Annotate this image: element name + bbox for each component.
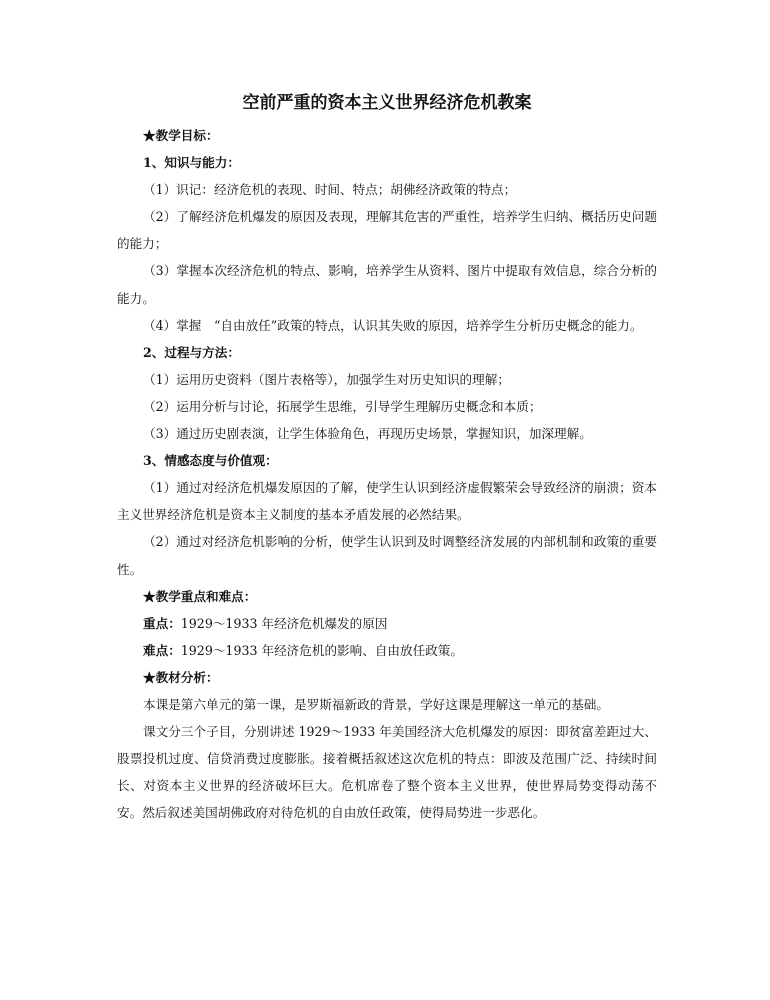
process-item-2: （2）运用分析与讨论，拓展学生思维，引导学生理解历史概念和本质； xyxy=(143,398,542,414)
difficulty-text: 1929～1933 年经济危机的影响、自由放任政策。 xyxy=(180,642,463,658)
analysis-paragraph-2: 课文分三个子目，分别讲述 1929～1933 年美国经济大危机爆发的原因：即贫富差距过大、股票投机过度、信贷消费过度膨胀。接着概括叙述这次危机的特点：即波及范围广泛、持续时间长、对资本主义世界的经济破坏巨大。危机席卷了整个资本主义世界，使世界局势变得动荡不安。然后叙述美国胡佛政府对待危机的自由放任政策，使得局势进一步恶化。 xyxy=(117,724,657,821)
attitude-heading: 3、情感态度与价值观： xyxy=(143,453,278,469)
document-page xyxy=(117,90,657,826)
focus-heading: ★教学重点和难点： xyxy=(143,588,257,604)
focus-text: 1929～1933 年经济危机爆发的原因 xyxy=(180,615,388,631)
knowledge-item-2: （2）了解经济危机爆发的原因及表现，理解其危害的严重性，培养学生归纳、概括历史问题的能力； xyxy=(117,209,657,252)
objectives-heading: ★教学目标： xyxy=(143,128,219,143)
knowledge-item-1: （1）识记：经济危机的表现、时间、特点；胡佛经济政策的特点； xyxy=(143,182,517,198)
process-item-3: （3）通过历史剧表演，让学生体验角色，再现历史场景，掌握知识，加深理解。 xyxy=(143,426,592,442)
attitude-item-1: （1）通过对经济危机爆发原因的了解，使学生认识到经济虚假繁荣会导致经济的崩溃；资本主义世界经济危机是资本主义制度的基本矛盾发展的必然结果。 xyxy=(117,480,657,523)
analysis-paragraph-1: 本课是第六单元的第一课，是罗斯福新政的背景，学好这课是理解这一单元的基础。 xyxy=(143,696,609,712)
analysis-heading: ★教材分析： xyxy=(143,669,219,685)
attitude-item-2: （2）通过对经济危机影响的分析，使学生认识到及时调整经济发展的内部机制和政策的重要性。 xyxy=(117,534,657,577)
focus-label: 重点： xyxy=(143,615,181,631)
document-title: 空前严重的资本主义世界经济危机教案 xyxy=(242,93,532,113)
difficulty-line xyxy=(117,637,657,664)
focus-line xyxy=(117,610,657,637)
knowledge-item-3: （3）掌握本次经济危机的特点、影响，培养学生从资料、图片中提取有效信息，综合分析的能力。 xyxy=(117,263,657,306)
difficulty-label: 难点： xyxy=(143,642,181,658)
knowledge-item-4: （4）掌握 “自由放任”政策的特点，认识其失败的原因，培养学生分析历史概念的能力。 xyxy=(143,317,643,333)
process-item-1: （1）运用历史资料（图片表格等），加强学生对历史知识的理解； xyxy=(143,371,510,387)
process-heading: 2、过程与方法： xyxy=(143,344,240,360)
knowledge-heading: 1、知识与能力： xyxy=(143,155,240,171)
